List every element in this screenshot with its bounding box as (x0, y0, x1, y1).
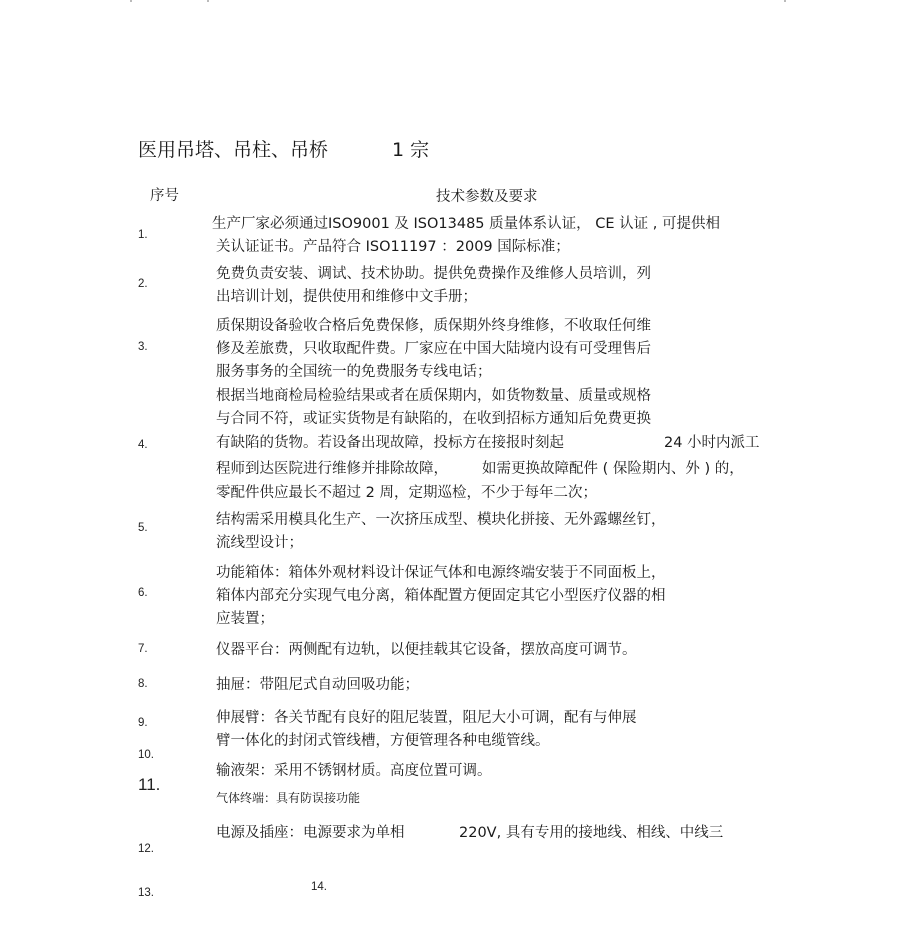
item-number: 11. (138, 775, 161, 794)
item-number: 5. (138, 522, 148, 534)
item-text-line: 电源及插座：电源要求为单相 (216, 825, 405, 841)
item-number: 10. (138, 749, 154, 761)
item-number: 14. (311, 881, 327, 893)
item-text-line: 流线型设计； (216, 535, 303, 551)
item-text-line: 功能箱体：箱体外观材料设计保证气体和电源终端安装于不同面板上， (216, 565, 666, 581)
item-text-line: 出培训计划，提供使用和维修中文手册； (216, 289, 477, 305)
item-number: 3. (138, 341, 148, 353)
item-text-line: 气体终端：具有防误接功能 (216, 791, 361, 805)
column-header-spec: 技术参数及要求 (436, 189, 538, 205)
item-text-line: 抽屉：带阻尼式自动回吸功能； (216, 677, 419, 693)
item-text-line: 220V, 具有专用的接地线、相线、中线三 (459, 825, 724, 841)
item-text-line: 程师到达医院进行维修并排除故障， (216, 461, 448, 477)
item-number: 8. (138, 678, 148, 690)
item-text-line: 应装置； (216, 611, 274, 627)
item-number: 2. (138, 278, 148, 290)
item-number: 13. (138, 887, 154, 899)
document-quantity: 1 宗 (392, 139, 430, 161)
item-text-line: 生产厂家必须通过ISO9001 及 ISO13485 质量体系认证， CE 认证 , 可提供相 (212, 216, 720, 232)
item-text-line: 质保期设备验收合格后免费保修，质保期外终身维修，不收取任何维 (216, 318, 651, 334)
item-text-line: 24 小时内派工 (664, 435, 760, 451)
item-text-line: 零配件供应最长不超过 2 周，定期巡检，不少于每年二次； (216, 485, 597, 501)
item-text-line: 根据当地商检局检验结果或者在质保期内，如货物数量、质量或规格 (216, 388, 651, 404)
item-text-line: 如需更换故障配件 ( 保险期内、外 ) 的， (482, 461, 744, 477)
column-header-number: 序号 (150, 188, 179, 204)
item-text-line: 与合同不符，或证实货物是有缺陷的，在收到招标方通知后免费更换 (216, 411, 651, 427)
item-text-line: 服务事务的全国统一的免费服务专线电话； (216, 364, 492, 380)
item-number: 9. (138, 717, 148, 729)
document-title: 医用吊塔、吊柱、吊桥 (138, 139, 329, 161)
item-number: 7. (138, 643, 148, 655)
item-number: 1. (138, 229, 148, 241)
item-text-line: 仪器平台：两侧配有边轨，以便挂载其它设备，摆放高度可调节。 (216, 642, 637, 658)
item-number: 6. (138, 587, 148, 599)
item-number: 4. (138, 439, 148, 451)
item-text-line: 伸展臂：各关节配有良好的阻尼装置，阻尼大小可调，配有与伸展 (216, 710, 637, 726)
item-text-line: 有缺陷的货物。若设备出现故障，投标方在接报时刻起 (216, 435, 564, 451)
item-text-line: 臂一体化的封闭式管线槽，方便管理各种电缆管线。 (216, 733, 550, 749)
item-text-line: 免费负责安装、调试、技术协助。提供免费操作及维修人员培训，列 (216, 266, 651, 282)
item-text-line: 结构需采用模具化生产、一次挤压成型、模块化拼接、无外露螺丝钉， (216, 512, 666, 528)
item-text-line: 箱体内部充分实现气电分离，箱体配置方便固定其它小型医疗仪器的相 (216, 588, 666, 604)
item-text-line: 输液架：采用不锈钢材质。高度位置可调。 (216, 763, 492, 779)
item-text-line: 修及差旅费，只收取配件费。厂家应在中国大陆境内设有可受理售后 (216, 341, 651, 357)
item-number: 12. (138, 843, 154, 855)
item-text-line: 关认证证书。产品符合 ISO11197 ：2009 国际标准； (216, 239, 570, 255)
